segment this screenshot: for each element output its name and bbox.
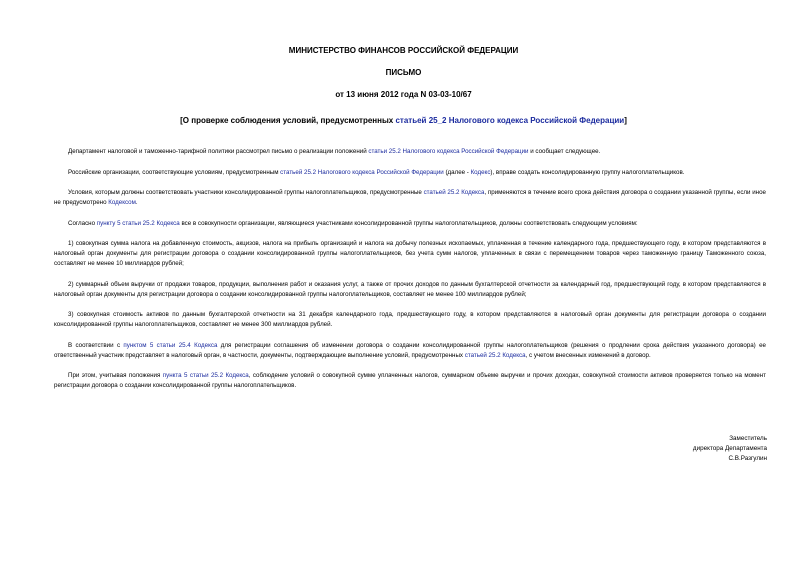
ministry-heading: МИНИСТЕРСТВО ФИНАНСОВ РОССИЙСКОЙ ФЕДЕРАЦИИ <box>288 46 519 55</box>
code-link[interactable]: Кодексом <box>108 199 136 206</box>
code-link[interactable]: Кодекс <box>470 168 491 176</box>
text: При этом, учитывая положения <box>68 372 163 379</box>
article-link[interactable]: статьей 25.2 Налогового кодекса Российской Федерации <box>280 168 444 176</box>
article-link[interactable]: статьей 25.2 Кодекса <box>464 351 526 359</box>
title-close: ] <box>624 116 627 125</box>
text: Российские организации, соответствующие условиям, предусмотренным <box>68 168 281 176</box>
signature-block <box>693 434 767 464</box>
document-title <box>0 116 807 125</box>
signer-name: С.В.Разгулин <box>728 455 767 462</box>
condition-1: 1) совокупная сумма налога на добавленную стоимость, акцизов, налога на прибыль организаций и налога на добычу полезных ископаемых, уплаченная в течение календарного года, предшествующего году, в котором представляются в налоговый орган документы для регистрации договора о создании консолидированной группы налогоплательщиков, без учета сумм налогов, уплаченных в связи с перемещением товаров через таможенную границу Таможенного союза, составляет не менее 10 миллиардов рублей; <box>54 240 766 267</box>
paragraph-1 <box>54 147 766 157</box>
signer-department: директора Департамента <box>692 445 767 452</box>
letter-body <box>54 147 766 402</box>
text: Согласно <box>68 219 97 227</box>
document-type: ПИСЬМО <box>385 68 422 77</box>
article-link[interactable]: пунктом 5 статьи 25.4 Кодекса <box>123 341 218 349</box>
paragraph-8 <box>54 341 766 361</box>
text: , соблюдение условий о совокупной сумме уплаченных налогов, суммарном объеме выручки и прочих доходах, совокупной стоимости активов проверяется только на момент регистрации договора о создании консолидированной группы налогоплательщиков. <box>54 372 767 389</box>
title-article-link[interactable]: статьей 25_2 Налогового кодекса Российской Федерации <box>395 116 625 125</box>
article-link[interactable]: статьи 25.2 Налогового кодекса Российской Федерации <box>368 148 529 155</box>
text: , применяются в течение всего срока действия договора о создании указанной группы, если иное не предусмотрено <box>54 189 766 206</box>
text: все в совокупности организации, являющиеся участниками консолидированной группы налогоплательщиков, должны соответствовать следующим условиям: <box>179 219 638 227</box>
text: и сообщает следующее. <box>528 148 601 155</box>
paragraph-9 <box>54 371 766 391</box>
title-open: [О проверке соблюдения условий, предусмотренных <box>180 116 396 125</box>
document-date-number: от 13 июня 2012 года N 03-03-10/67 <box>335 90 472 99</box>
text: (далее - <box>443 168 471 176</box>
text: . <box>135 199 138 206</box>
text: Условия, которым должны соответствовать участники консолидированной группы налогоплательщиков, предусмотренные <box>68 189 424 196</box>
article-link[interactable]: пункту 5 статьи 25.2 Кодекса <box>96 219 180 227</box>
text: ), вправе создать консолидированную группу налогоплательщиков. <box>490 168 685 176</box>
condition-2: 2) суммарный объем выручки от продажи товаров, продукции, выполнения работ и оказания услуг, а также от прочих доходов по данным бухгалтерской отчетности за календарный год, предшествующий году, в котором представляются в налоговый орган документы для регистрации договора о создании консолидированной группы налогоплательщиков, составляет не менее 100 миллиардов рублей; <box>54 280 766 298</box>
paragraph-4 <box>54 219 766 229</box>
paragraph-3 <box>54 188 766 208</box>
article-link[interactable]: статьей 25.2 Кодекса <box>423 189 485 196</box>
text: для регистрации соглашения об изменении договора о создании консолидированной группы налогоплательщиков (решения о продлении срока действия указанного договора) ее ответственный участник представляет в налоговый орган, в частности, документы, подтверждающие выполнение условий, предусмотренных <box>54 341 766 359</box>
text: , с учетом внесенных изменений в договор. <box>525 351 651 359</box>
text: В соответствии с <box>68 341 124 349</box>
article-link[interactable]: пункта 5 статьи 25.2 Кодекса <box>162 372 249 379</box>
text: Департамент налоговой и таможенно-тарифной политики рассмотрел письмо о реализации положений <box>68 148 369 155</box>
signer-position: Заместитель <box>729 435 767 442</box>
paragraph-2 <box>54 168 766 178</box>
condition-3: 3) совокупная стоимость активов по данным бухгалтерской отчетности на 31 декабря календарного года, предшествующего году, в котором представляются в налоговый орган документы для регистрации договора о создании консолидированной группы налогоплательщиков, составляет не менее 300 миллиардов рублей. <box>54 311 766 328</box>
